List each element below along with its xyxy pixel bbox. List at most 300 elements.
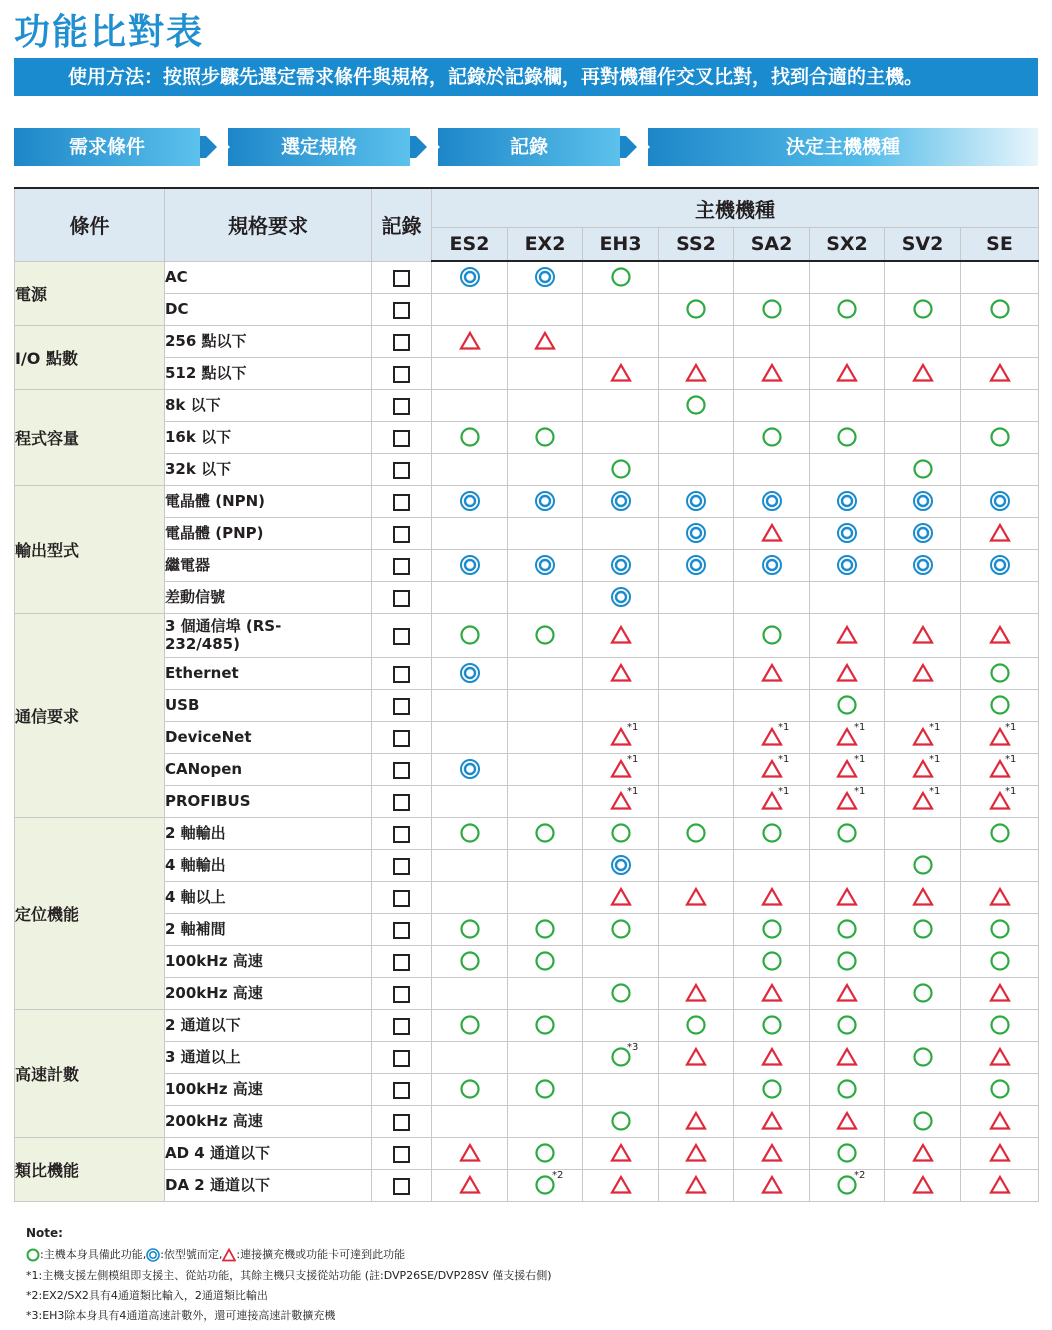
record-cell	[372, 721, 432, 753]
footnote-marker: *1	[854, 753, 866, 765]
mark-cell	[961, 657, 1039, 689]
record-checkbox[interactable]	[393, 826, 410, 843]
circle-icon	[836, 950, 858, 972]
mark-cell	[734, 421, 810, 453]
mark-cell	[508, 689, 583, 721]
double-circle-icon	[761, 490, 783, 512]
table-row	[15, 261, 1039, 293]
mark-cell	[583, 357, 659, 389]
record-checkbox[interactable]	[393, 430, 410, 447]
double-circle-icon	[912, 522, 934, 544]
notes-legend: :主機本身具備此功能, :依型號而定, :連接擴充機或功能卡可達到此功能	[26, 1246, 405, 1262]
mark-cell	[583, 913, 659, 945]
record-cell	[372, 293, 432, 325]
mark-cell	[885, 721, 961, 753]
mark-cell	[885, 421, 961, 453]
mark-cell	[583, 1105, 659, 1137]
record-cell	[372, 549, 432, 581]
mark-cell	[885, 325, 961, 357]
double-circle-icon	[459, 266, 481, 288]
mark-cell	[583, 1009, 659, 1041]
record-cell	[372, 1009, 432, 1041]
spec-cell: 8k 以下	[165, 389, 372, 421]
spec-cell: 100kHz 高速	[165, 1073, 372, 1105]
mark-cell	[583, 689, 659, 721]
circle-icon	[912, 298, 934, 320]
record-cell	[372, 753, 432, 785]
record-checkbox[interactable]	[393, 1018, 410, 1035]
mark-cell	[432, 849, 508, 881]
mark-cell	[583, 389, 659, 421]
mark-cell	[508, 1073, 583, 1105]
spec-cell: CANopen	[165, 753, 372, 785]
header-models: 主機機種	[432, 188, 1039, 228]
mark-cell	[734, 881, 810, 913]
triangle-icon	[836, 624, 858, 646]
mark-cell	[734, 485, 810, 517]
note-1: *1:主機支援左側模組即支援主、從站功能，其餘主機只支援從站功能 (註:DVP26SE/DVP28SV 僅支援右側)	[26, 1269, 552, 1282]
spec-cell: AC	[165, 261, 372, 293]
mark-cell	[961, 945, 1039, 977]
mark-cell	[583, 261, 659, 293]
mark-cell	[961, 1073, 1039, 1105]
table-row	[15, 657, 1039, 689]
double-circle-icon	[610, 490, 632, 512]
mark-cell	[810, 357, 885, 389]
record-checkbox[interactable]	[393, 270, 410, 287]
record-cell	[372, 977, 432, 1009]
table-row	[15, 1137, 1039, 1169]
mark-cell	[961, 881, 1039, 913]
footnote-marker: *2	[854, 1169, 866, 1181]
table-row	[15, 1041, 1039, 1073]
mark-cell	[432, 721, 508, 753]
mark-cell	[885, 785, 961, 817]
circle-icon	[989, 694, 1011, 716]
record-checkbox[interactable]	[393, 1050, 410, 1067]
mark-cell	[432, 689, 508, 721]
mark-cell	[508, 613, 583, 657]
mark-cell	[734, 293, 810, 325]
record-checkbox[interactable]	[393, 1082, 410, 1099]
record-cell	[372, 1041, 432, 1073]
circle-icon	[459, 426, 481, 448]
mark-cell	[734, 1073, 810, 1105]
double-circle-icon	[610, 586, 632, 608]
model-header: SV2	[885, 228, 961, 262]
footnote-marker: *1	[1005, 753, 1017, 765]
header-spec: 規格要求	[165, 188, 372, 261]
circle-icon	[534, 1142, 556, 1164]
mark-cell	[734, 1009, 810, 1041]
table-row	[15, 817, 1039, 849]
mark-cell	[810, 517, 885, 549]
mark-cell	[810, 1137, 885, 1169]
mark-cell	[583, 293, 659, 325]
record-checkbox[interactable]	[393, 1114, 410, 1131]
record-cell	[372, 881, 432, 913]
record-checkbox[interactable]	[393, 366, 410, 383]
mark-cell	[885, 913, 961, 945]
mark-cell	[734, 1137, 810, 1169]
mark-cell	[432, 1169, 508, 1201]
mark-cell	[961, 453, 1039, 485]
table-row	[15, 881, 1039, 913]
spec-cell: 3 通道以上	[165, 1041, 372, 1073]
mark-cell	[734, 945, 810, 977]
record-checkbox[interactable]	[393, 762, 410, 779]
mark-cell	[583, 881, 659, 913]
record-cell	[372, 421, 432, 453]
mark-cell	[432, 945, 508, 977]
mark-cell	[659, 453, 734, 485]
circle-icon	[989, 950, 1011, 972]
record-checkbox[interactable]	[393, 398, 410, 415]
mark-cell	[659, 1137, 734, 1169]
mark-cell	[810, 389, 885, 421]
triangle-icon	[912, 624, 934, 646]
double-circle-icon	[534, 490, 556, 512]
model-header: SA2	[734, 228, 810, 262]
mark-cell	[810, 689, 885, 721]
mark-cell	[734, 517, 810, 549]
table-row	[15, 421, 1039, 453]
circle-icon	[761, 426, 783, 448]
mark-cell	[885, 613, 961, 657]
category-cell: 高速計數	[15, 1009, 165, 1137]
mark-cell	[659, 1073, 734, 1105]
triangle-icon	[836, 1110, 858, 1132]
mark-cell	[583, 753, 659, 785]
table-row	[15, 357, 1039, 389]
spec-cell: 電晶體 (PNP)	[165, 517, 372, 549]
mark-cell	[885, 977, 961, 1009]
mark-cell	[432, 977, 508, 1009]
record-cell	[372, 453, 432, 485]
record-checkbox[interactable]	[393, 890, 410, 907]
table-row	[15, 453, 1039, 485]
triangle-icon	[989, 522, 1011, 544]
model-header: ES2	[432, 228, 508, 262]
circle-icon	[459, 822, 481, 844]
mark-cell	[432, 261, 508, 293]
triangle-icon	[459, 1174, 481, 1196]
spec-cell: 2 軸補間	[165, 913, 372, 945]
triangle-icon	[685, 886, 707, 908]
mark-cell	[583, 817, 659, 849]
record-checkbox[interactable]	[393, 1178, 410, 1195]
triangle-icon	[685, 982, 707, 1004]
spec-cell: 3 個通信埠 (RS-232/485)	[165, 613, 372, 657]
mark-cell	[810, 945, 885, 977]
mark-cell	[659, 325, 734, 357]
mark-cell	[659, 421, 734, 453]
mark-cell	[810, 849, 885, 881]
table-row	[15, 1105, 1039, 1137]
mark-cell	[810, 1041, 885, 1073]
triangle-icon	[836, 886, 858, 908]
record-cell	[372, 945, 432, 977]
mark-cell	[810, 325, 885, 357]
record-checkbox[interactable]	[393, 922, 410, 939]
mark-cell	[734, 549, 810, 581]
category-cell: 類比機能	[15, 1137, 165, 1201]
mark-cell	[734, 453, 810, 485]
mark-cell	[583, 977, 659, 1009]
mark-cell	[432, 881, 508, 913]
mark-cell	[508, 817, 583, 849]
mark-cell	[961, 1009, 1039, 1041]
double-circle-icon	[836, 554, 858, 576]
circle-icon	[761, 918, 783, 940]
record-checkbox[interactable]	[393, 986, 410, 1003]
mark-cell	[885, 689, 961, 721]
circle-icon	[685, 822, 707, 844]
record-cell	[372, 913, 432, 945]
circle-icon	[989, 298, 1011, 320]
mark-cell	[810, 721, 885, 753]
spec-cell: AD 4 通道以下	[165, 1137, 372, 1169]
record-checkbox[interactable]	[393, 794, 410, 811]
mark-cell	[961, 389, 1039, 421]
mark-cell	[659, 945, 734, 977]
mark-cell	[659, 657, 734, 689]
triangle-icon	[761, 662, 783, 684]
triangle-icon	[685, 1110, 707, 1132]
record-checkbox[interactable]	[393, 954, 410, 971]
circle-icon	[836, 1142, 858, 1164]
double-circle-icon	[989, 554, 1011, 576]
record-cell	[372, 657, 432, 689]
record-checkbox[interactable]	[393, 730, 410, 747]
triangle-icon	[761, 1174, 783, 1196]
double-circle-icon	[685, 554, 707, 576]
record-checkbox[interactable]	[393, 462, 410, 479]
circle-icon	[989, 1078, 1011, 1100]
record-cell	[372, 817, 432, 849]
record-checkbox[interactable]	[393, 558, 410, 575]
header-condition: 條件	[15, 188, 165, 261]
circle-icon	[685, 1014, 707, 1036]
mark-cell	[810, 453, 885, 485]
triangle-icon	[912, 1174, 934, 1196]
triangle-icon	[685, 362, 707, 384]
flow-label-3: 記錄	[509, 136, 548, 158]
footnote-marker: *1	[854, 721, 866, 733]
table-row	[15, 913, 1039, 945]
mark-cell	[432, 1009, 508, 1041]
spec-cell: 200kHz 高速	[165, 1105, 372, 1137]
record-checkbox[interactable]	[393, 302, 410, 319]
triangle-icon	[836, 362, 858, 384]
spec-cell: 100kHz 高速	[165, 945, 372, 977]
mark-cell	[810, 485, 885, 517]
triangle-icon	[836, 982, 858, 1004]
double-circle-icon	[836, 490, 858, 512]
mark-cell	[583, 453, 659, 485]
circle-icon	[912, 1110, 934, 1132]
double-circle-icon	[534, 266, 556, 288]
mark-cell	[508, 1041, 583, 1073]
mark-cell	[659, 357, 734, 389]
circle-icon	[459, 950, 481, 972]
mark-cell	[885, 753, 961, 785]
mark-cell	[734, 613, 810, 657]
mark-cell	[432, 453, 508, 485]
mark-cell	[508, 357, 583, 389]
footnote-marker: *1	[929, 753, 941, 765]
triangle-icon	[989, 982, 1011, 1004]
circle-icon	[912, 854, 934, 876]
circle-icon	[610, 918, 632, 940]
mark-cell	[885, 517, 961, 549]
model-header: SS2	[659, 228, 734, 262]
mark-cell	[432, 485, 508, 517]
circle-icon	[534, 426, 556, 448]
record-cell	[372, 517, 432, 549]
mark-cell	[583, 325, 659, 357]
circle-icon	[761, 1014, 783, 1036]
mark-cell	[508, 261, 583, 293]
mark-cell	[961, 613, 1039, 657]
record-checkbox[interactable]	[393, 1146, 410, 1163]
circle-icon	[836, 1014, 858, 1036]
mark-cell	[961, 517, 1039, 549]
record-checkbox[interactable]	[393, 590, 410, 607]
table-row	[15, 517, 1039, 549]
mark-cell	[961, 817, 1039, 849]
record-checkbox[interactable]	[393, 666, 410, 683]
mark-cell	[432, 753, 508, 785]
mark-cell	[885, 881, 961, 913]
mark-cell	[885, 453, 961, 485]
mark-cell	[885, 1169, 961, 1201]
record-cell	[372, 785, 432, 817]
record-cell	[372, 357, 432, 389]
usage-banner: 使用方法：按照步驟先選定需求條件與規格，記錄於記錄欄，再對機種作交叉比對，找到合適的主機。	[14, 58, 1038, 96]
record-cell	[372, 261, 432, 293]
circle-icon	[912, 1046, 934, 1068]
mark-cell	[810, 261, 885, 293]
mark-cell	[734, 657, 810, 689]
record-checkbox[interactable]	[393, 858, 410, 875]
triangle-icon	[222, 1248, 236, 1262]
triangle-icon	[836, 1046, 858, 1068]
mark-cell	[810, 785, 885, 817]
mark-cell	[885, 581, 961, 613]
triangle-icon	[761, 982, 783, 1004]
mark-cell	[432, 421, 508, 453]
mark-cell	[508, 881, 583, 913]
circle-icon	[761, 822, 783, 844]
record-checkbox[interactable]	[393, 526, 410, 543]
circle-icon	[459, 1078, 481, 1100]
mark-cell	[659, 721, 734, 753]
circle-icon	[685, 394, 707, 416]
mark-cell	[734, 325, 810, 357]
double-circle-icon	[534, 554, 556, 576]
mark-cell	[734, 913, 810, 945]
table-row	[15, 689, 1039, 721]
mark-cell	[659, 753, 734, 785]
circle-icon	[836, 298, 858, 320]
mark-cell	[583, 945, 659, 977]
mark-cell	[961, 1105, 1039, 1137]
circle-icon	[459, 624, 481, 646]
mark-cell	[508, 849, 583, 881]
record-checkbox[interactable]	[393, 698, 410, 715]
mark-cell	[508, 517, 583, 549]
circle-icon	[26, 1248, 40, 1262]
circle-icon	[534, 950, 556, 972]
page-title: 功能比對表	[14, 12, 205, 53]
double-circle-icon	[836, 522, 858, 544]
record-cell	[372, 849, 432, 881]
mark-cell	[432, 517, 508, 549]
circle-icon	[610, 982, 632, 1004]
table-row	[15, 849, 1039, 881]
circle-icon	[989, 822, 1011, 844]
mark-cell	[885, 817, 961, 849]
triangle-icon	[912, 662, 934, 684]
table-row	[15, 293, 1039, 325]
mark-cell	[734, 753, 810, 785]
mark-cell	[659, 613, 734, 657]
table-row	[15, 1009, 1039, 1041]
record-checkbox[interactable]	[393, 628, 410, 645]
mark-cell	[734, 977, 810, 1009]
double-circle-icon	[912, 554, 934, 576]
triangle-icon	[989, 1046, 1011, 1068]
table-row	[15, 1073, 1039, 1105]
circle-icon	[989, 426, 1011, 448]
comparison-table	[14, 187, 1039, 1202]
triangle-icon	[912, 362, 934, 384]
table-row	[15, 581, 1039, 613]
mark-cell	[583, 1041, 659, 1073]
mark-cell	[432, 1105, 508, 1137]
record-cell	[372, 1137, 432, 1169]
table-row	[15, 977, 1039, 1009]
triangle-icon	[610, 1174, 632, 1196]
mark-cell	[659, 1105, 734, 1137]
record-checkbox[interactable]	[393, 494, 410, 511]
triangle-icon	[761, 1046, 783, 1068]
triangle-icon	[610, 1142, 632, 1164]
mark-cell	[508, 325, 583, 357]
flow-label-2: 選定規格	[280, 136, 357, 158]
record-checkbox[interactable]	[393, 334, 410, 351]
category-cell: 輸出型式	[15, 485, 165, 613]
mark-cell	[508, 293, 583, 325]
spec-cell: USB	[165, 689, 372, 721]
double-circle-icon	[610, 554, 632, 576]
record-cell	[372, 389, 432, 421]
triangle-icon	[989, 1110, 1011, 1132]
mark-cell	[659, 549, 734, 581]
category-cell: 定位機能	[15, 817, 165, 1009]
circle-icon	[761, 624, 783, 646]
mark-cell	[508, 657, 583, 689]
triangle-icon	[761, 1110, 783, 1132]
circle-icon	[610, 1110, 632, 1132]
table-row	[15, 485, 1039, 517]
mark-cell	[659, 261, 734, 293]
mark-cell	[961, 357, 1039, 389]
mark-cell	[432, 357, 508, 389]
double-circle-icon	[459, 490, 481, 512]
mark-cell	[508, 549, 583, 581]
